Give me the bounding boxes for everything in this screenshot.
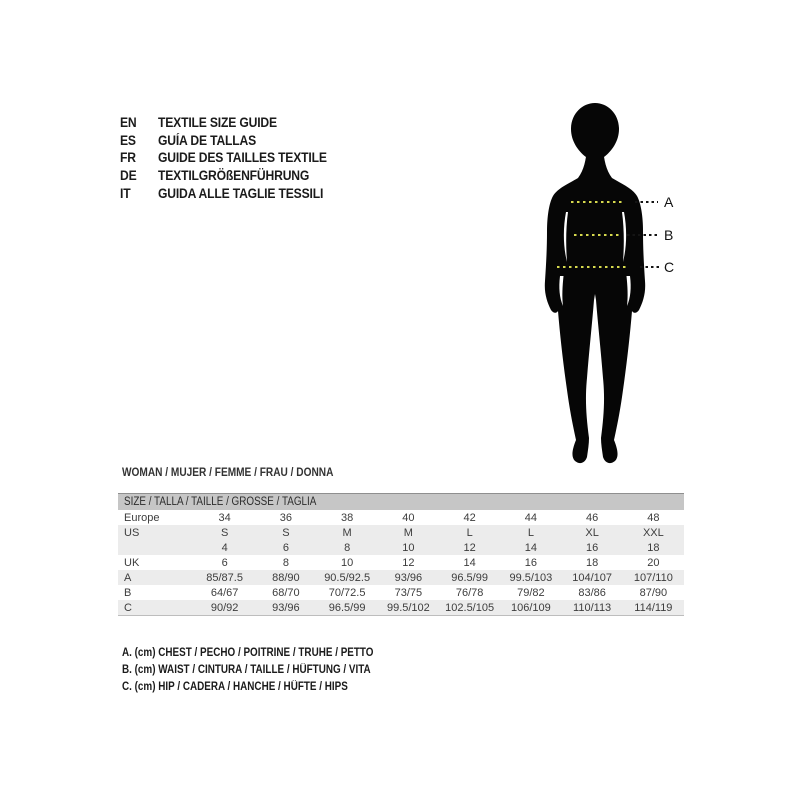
table-cell: 88/90 bbox=[272, 571, 300, 584]
table-row-europe bbox=[118, 510, 684, 525]
table-cell: L bbox=[527, 526, 534, 539]
table-cell: 110/113 bbox=[573, 601, 612, 614]
table-cell: 14 bbox=[524, 541, 537, 554]
language-label: GUIDE DES TAILLES TEXTILE bbox=[158, 150, 327, 166]
table-cell: 36 bbox=[279, 511, 292, 524]
language-code: IT bbox=[120, 185, 131, 201]
table-cell: 99.5/102 bbox=[386, 601, 430, 614]
silhouette-head bbox=[571, 103, 619, 168]
table-cell: 93/96 bbox=[272, 601, 300, 614]
table-cell: 96.5/99 bbox=[451, 571, 488, 584]
table-cell: 46 bbox=[586, 511, 599, 524]
language-label: GUÍA DE TALLAS bbox=[158, 132, 257, 148]
table-cell: 48 bbox=[647, 511, 660, 524]
table-cell: 20 bbox=[647, 556, 660, 569]
table-cell: 44 bbox=[524, 511, 537, 524]
table-cell: 38 bbox=[341, 511, 354, 524]
row-label: Europe bbox=[124, 511, 160, 524]
table-cell: S bbox=[220, 526, 229, 539]
language-row-fr bbox=[120, 149, 346, 167]
language-row-es bbox=[120, 132, 346, 150]
table-cell: 76/78 bbox=[455, 586, 484, 599]
language-row-de bbox=[120, 167, 346, 185]
table-cell: 90.5/92.5 bbox=[324, 571, 371, 584]
table-cell: S bbox=[282, 526, 290, 539]
table-cell: 104/107 bbox=[572, 571, 612, 584]
table-cell: M bbox=[342, 526, 352, 539]
language-list bbox=[120, 114, 346, 202]
language-label: TEXTILGRÖßENFÜHRUNG bbox=[158, 168, 310, 184]
note-hip: C. (cm) HIP / CADERA / HANCHE / HÜFTE / HIPS bbox=[122, 680, 348, 693]
marker-label-c: C bbox=[664, 259, 675, 275]
table-cell: 79/82 bbox=[517, 586, 545, 599]
row-label: UK bbox=[124, 556, 140, 569]
woman-silhouette-figure bbox=[540, 100, 700, 470]
marker-label-a: A bbox=[664, 194, 674, 210]
table-cell: 18 bbox=[586, 556, 599, 569]
language-label: TEXTILE SIZE GUIDE bbox=[158, 115, 277, 131]
note-waist: B. (cm) WAIST / CINTURA / TAILLE / HÜFTUNG / VITA bbox=[122, 663, 371, 676]
marker-label-b: B bbox=[664, 227, 674, 243]
table-header-row bbox=[118, 494, 684, 510]
table-cell: 6 bbox=[221, 556, 228, 569]
table-cell: 96.5/99 bbox=[328, 601, 366, 614]
language-row-it bbox=[120, 184, 346, 202]
table-cell: XL bbox=[585, 526, 599, 539]
table-header-label: SIZE / TALLA / TAILLE / GRÖSSE / TAGLIA bbox=[124, 496, 317, 508]
table-cell: 87/90 bbox=[639, 586, 668, 599]
table-cell: 83/86 bbox=[578, 586, 606, 599]
table-cell: 12 bbox=[402, 556, 415, 569]
table-row-uk bbox=[118, 555, 684, 570]
table-cell: 85/87.5 bbox=[206, 571, 243, 584]
table-row-us-numbers bbox=[118, 540, 684, 555]
language-label: GUIDA ALLE TAGLIE TESSILI bbox=[158, 185, 324, 201]
table-row-chest bbox=[118, 570, 684, 585]
table-cell: 6 bbox=[282, 541, 289, 554]
table-cell: 14 bbox=[463, 556, 476, 569]
table-cell: 8 bbox=[344, 541, 351, 554]
table-cell: 4 bbox=[221, 541, 228, 554]
table-cell: 12 bbox=[463, 541, 476, 554]
table-cell: 16 bbox=[524, 556, 537, 569]
language-code: DE bbox=[120, 168, 137, 184]
table-cell: 10 bbox=[402, 541, 415, 554]
table-cell: 8 bbox=[282, 556, 289, 569]
table-row-waist bbox=[118, 585, 684, 600]
table-cell: 16 bbox=[586, 541, 599, 554]
table-row-hip bbox=[118, 600, 684, 615]
row-label: US bbox=[124, 526, 140, 539]
table-cell: M bbox=[403, 526, 413, 539]
table-cell: L bbox=[466, 526, 473, 539]
table-cell: 70/72.5 bbox=[328, 586, 366, 599]
table-cell: 106/109 bbox=[510, 601, 551, 614]
table-cell: 99.5/103 bbox=[509, 571, 553, 584]
language-code: ES bbox=[120, 132, 136, 148]
silhouette-body bbox=[545, 147, 645, 464]
row-label: A bbox=[124, 571, 132, 584]
table-cell: XXL bbox=[642, 526, 664, 539]
row-label: B bbox=[124, 586, 132, 599]
table-cell: 40 bbox=[402, 511, 415, 524]
table-cell: 102.5/105 bbox=[445, 601, 495, 614]
table-cell: 93/96 bbox=[394, 571, 423, 584]
table-cell: 68/70 bbox=[272, 586, 300, 599]
table-cell: 34 bbox=[218, 511, 231, 524]
table-cell: 10 bbox=[341, 556, 354, 569]
table-cell: 114/119 bbox=[634, 601, 673, 614]
language-row-en bbox=[120, 114, 346, 132]
note-chest: A. (cm) CHEST / PECHO / POITRINE / TRUHE / PETTO bbox=[122, 647, 374, 659]
table-cell: 42 bbox=[463, 511, 476, 524]
table-cell: 18 bbox=[647, 541, 660, 554]
table-row-us-letters bbox=[118, 525, 684, 540]
size-table bbox=[118, 493, 684, 616]
language-code: EN bbox=[120, 115, 137, 131]
measurement-notes bbox=[122, 645, 414, 695]
table-cell: 90/92 bbox=[210, 601, 239, 614]
table-cell: 107/110 bbox=[633, 571, 673, 584]
table-cell: 73/75 bbox=[394, 586, 423, 599]
language-code: FR bbox=[120, 150, 136, 166]
section-title-woman: WOMAN / MUJER / FEMME / FRAU / DONNA bbox=[122, 467, 334, 479]
table-cell: 64/67 bbox=[210, 586, 239, 599]
row-label: C bbox=[124, 601, 132, 614]
